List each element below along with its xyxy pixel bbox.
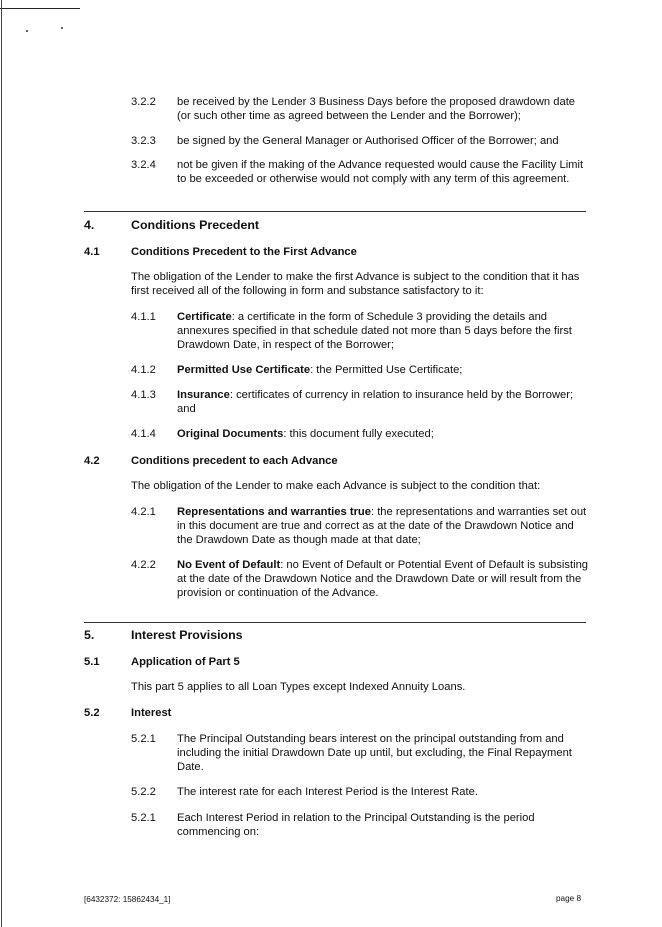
clause-text-line: Original Documents: this document fully executed; bbox=[177, 428, 434, 440]
defined-term: No Event of Default bbox=[177, 559, 281, 571]
clause-number: 4.1.1 bbox=[131, 311, 156, 323]
subsection-title: Application of Part 5 bbox=[131, 656, 240, 668]
clause-text-line: Certificate: a certificate in the form of Schedule 3 providing the details and bbox=[177, 311, 548, 323]
subsection-number: 4.2 bbox=[84, 455, 100, 467]
clause-text-line: to be exceeded or otherwise would not comply with any term of this agreement. bbox=[177, 173, 570, 185]
clause-text-line: Drawdown Date, in respect of the Borrower; bbox=[177, 339, 395, 351]
clause-text-line: Representations and warranties true: the representations and warranties set out bbox=[177, 506, 587, 518]
defined-term: Permitted Use Certificate bbox=[177, 364, 311, 376]
subsection-number: 4.1 bbox=[84, 246, 100, 258]
clause-number: 5.2.2 bbox=[131, 786, 156, 798]
section-rule bbox=[84, 622, 586, 623]
subsection-number: 5.2 bbox=[84, 707, 100, 719]
clause-text-line: Insurance: certificates of currency in relation to insurance held by the Borrower; bbox=[177, 389, 574, 401]
section-rule bbox=[84, 211, 586, 212]
clause-text-line: not be given if the making of the Advance requested would cause the Facility Limit bbox=[177, 159, 584, 171]
clause-text-line: be received by the Lender 3 Business Days before the proposed drawdown date bbox=[177, 96, 576, 108]
scan-artifact-left-line bbox=[1, 0, 2, 927]
clause-text-line: annexures specified in that schedule dated not more than 5 days before the first bbox=[177, 325, 572, 337]
clause-text-line: provision or continuation of the Advance. bbox=[177, 587, 379, 599]
clause-text-line: including the initial Drawdown Date up until, but excluding, the Final Repayment bbox=[177, 747, 572, 759]
clause-text-line: be signed by the General Manager or Authorised Officer of the Borrower; and bbox=[177, 135, 559, 147]
clause-text-line: (or such other time as agreed between the Lender and the Borrower); bbox=[177, 110, 521, 122]
subsection-title: Interest bbox=[131, 707, 172, 719]
clause-text-line: The interest rate for each Interest Period is the Interest Rate. bbox=[177, 786, 478, 798]
section-number: 5. bbox=[84, 628, 95, 642]
defined-term: Certificate bbox=[177, 311, 232, 323]
clause-text-line: in this document are true and correct as at the date of the Drawdown Notice and bbox=[177, 520, 574, 532]
clause-text-line: The Principal Outstanding bears interest on the principal outstanding from and bbox=[177, 733, 564, 745]
clause-text-line: Each Interest Period in relation to the Principal Outstanding is the period bbox=[177, 812, 535, 824]
clause-number: 3.2.2 bbox=[131, 96, 156, 108]
subsection-number: 5.1 bbox=[84, 656, 100, 668]
document-reference: [6432372: 15862434_1] bbox=[84, 895, 171, 904]
defined-term: Insurance bbox=[177, 389, 230, 401]
clause-number: 3.2.4 bbox=[131, 159, 156, 171]
paragraph-line: The obligation of the Lender to make each Advance is subject to the condition that: bbox=[131, 480, 541, 492]
clause-number: 4.2.2 bbox=[131, 559, 156, 571]
section-title: Interest Provisions bbox=[131, 628, 243, 642]
defined-term: Representations and warranties true bbox=[177, 506, 371, 518]
page-number: page 8 bbox=[556, 894, 582, 903]
clause-number: 5.2.1 bbox=[131, 733, 156, 745]
paragraph-line: The obligation of the Lender to make the first Advance is subject to the condition that it has bbox=[131, 271, 580, 283]
section-number: 4. bbox=[84, 218, 95, 232]
clause-text-line: Date. bbox=[177, 761, 204, 773]
section-title: Conditions Precedent bbox=[131, 218, 260, 232]
scan-speck bbox=[61, 27, 63, 29]
clause-number: 4.1.3 bbox=[131, 389, 156, 401]
subsection-title: Conditions precedent to each Advance bbox=[131, 455, 338, 467]
clause-number: 4.2.1 bbox=[131, 506, 156, 518]
subsection-title: Conditions Precedent to the First Advance bbox=[131, 246, 357, 258]
clause-number: 3.2.3 bbox=[131, 135, 156, 147]
clause-text-line: at the date of the Drawdown Notice and the Drawdown Date or will result from the bbox=[177, 573, 582, 585]
clause-number: 4.1.2 bbox=[131, 364, 156, 376]
paragraph-line: first received all of the following in form and substance satisfactory to it: bbox=[131, 285, 484, 297]
clause-number: 5.2.1 bbox=[131, 812, 156, 824]
defined-term: Original Documents bbox=[177, 428, 284, 440]
clause-text-line: commencing on: bbox=[177, 826, 260, 838]
clause-text-line: the Drawdown Date as though made at that date; bbox=[177, 534, 421, 546]
clause-text-line: and bbox=[177, 403, 196, 415]
scan-artifact-top-line bbox=[0, 8, 80, 9]
paragraph-line: This part 5 applies to all Loan Types except Indexed Annuity Loans. bbox=[131, 681, 466, 693]
clause-number: 4.1.4 bbox=[131, 428, 156, 440]
scan-speck bbox=[26, 30, 28, 32]
clause-text-line: No Event of Default: no Event of Default or Potential Event of Default is subsisting bbox=[177, 559, 589, 571]
clause-text-line: Permitted Use Certificate: the Permitted Use Certificate; bbox=[177, 364, 463, 376]
